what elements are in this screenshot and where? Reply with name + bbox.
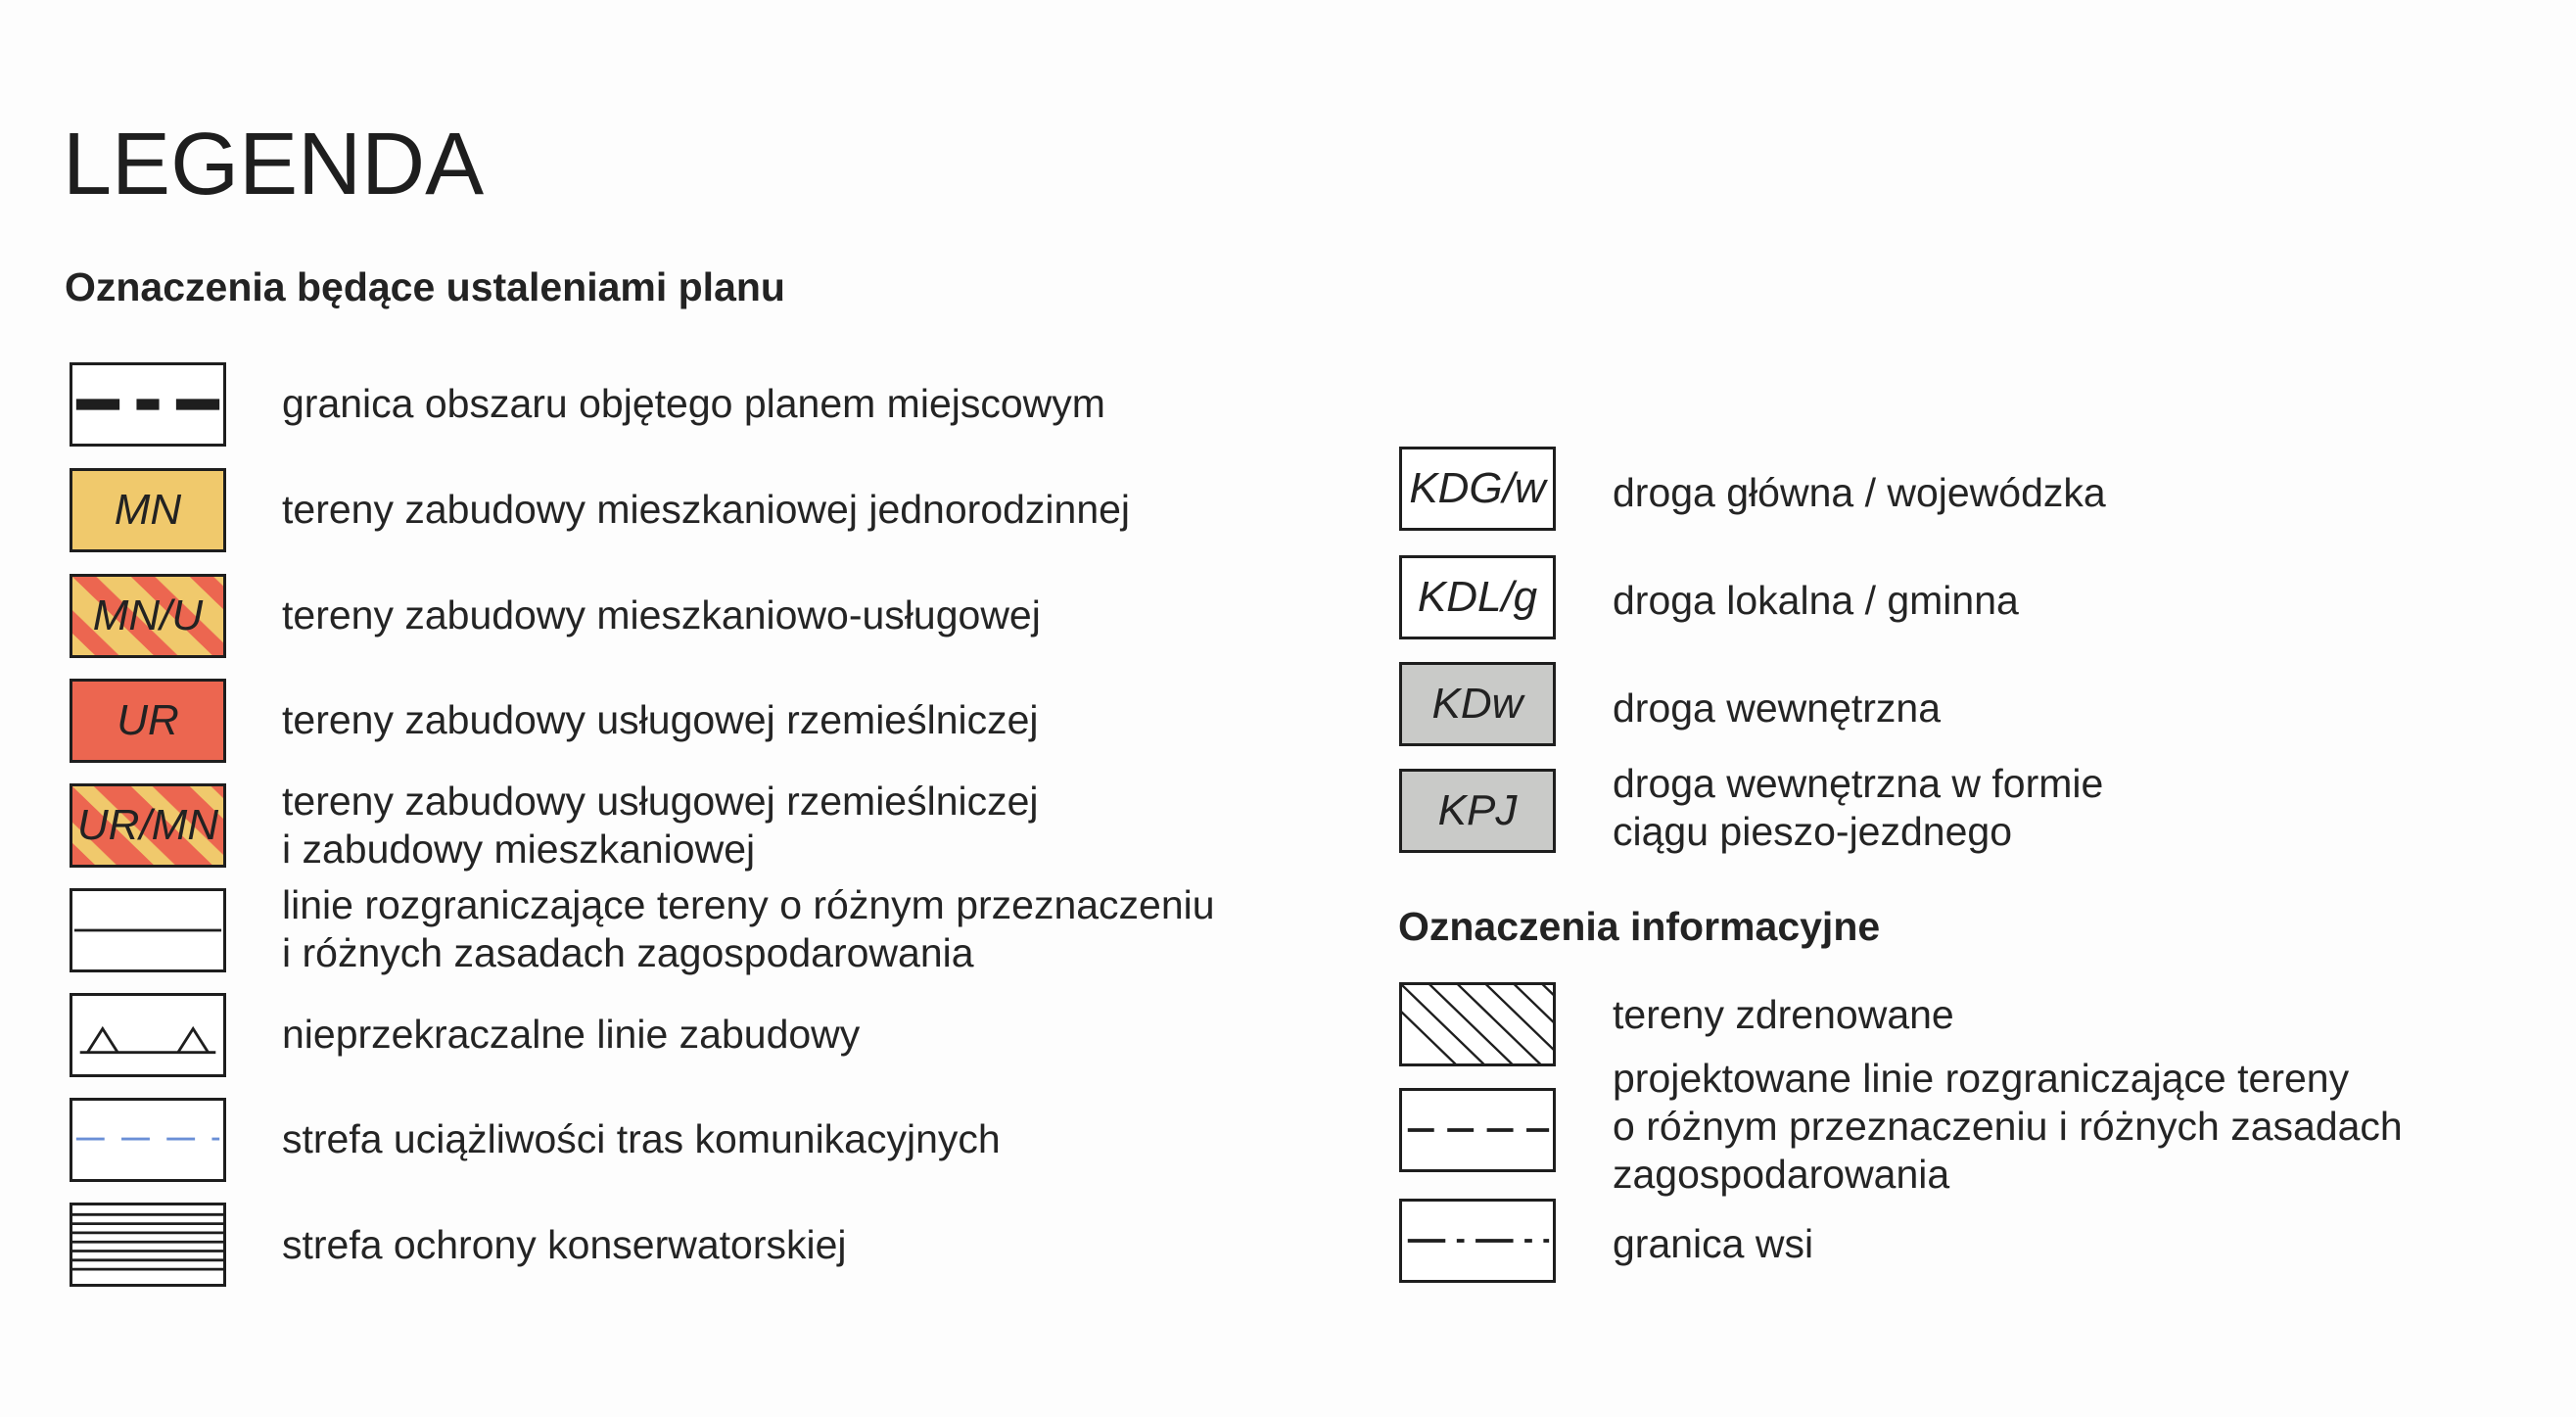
diagonal-hatch-icon xyxy=(1402,985,1553,1063)
code-mn: MN xyxy=(114,486,182,534)
label-building-lines: nieprzekraczalne linie zabudowy xyxy=(282,1012,861,1057)
symbol-mn-u xyxy=(70,574,226,658)
symbol-kdl-g xyxy=(1399,555,1556,639)
label-kdg-w: droga główna / wojewódzka xyxy=(1613,470,2106,515)
solid-line-icon xyxy=(72,891,223,969)
label-drained-areas: tereny zdrenowane xyxy=(1613,992,1954,1037)
label-traffic-zone: strefa uciążliwości tras komunikacyjnych xyxy=(282,1116,1001,1161)
symbol-drained-areas xyxy=(1399,982,1556,1066)
symbol-kpj xyxy=(1399,769,1556,853)
label-kpj: droga wewnętrzna w formie ciągu pieszo-jezdnego xyxy=(1613,761,2104,854)
thin-dashed-line-icon xyxy=(1402,1091,1553,1169)
label-village-boundary: granica wsi xyxy=(1613,1221,1814,1266)
label-boundary-lines: linie rozgraniczające tereny o różnym przeznaczeniu i różnych zasadach zagospodarowania xyxy=(282,882,1215,975)
symbol-mn xyxy=(70,468,226,552)
code-ur: UR xyxy=(117,696,179,744)
legend-title: LEGENDA xyxy=(63,116,485,213)
symbol-plan-boundary xyxy=(70,362,226,447)
label-conservation-zone: strefa ochrony konserwatorskiej xyxy=(282,1222,847,1267)
section-plan-heading: Oznaczenia będące ustaleniami planu xyxy=(65,264,785,309)
code-kpj: KPJ xyxy=(1437,786,1518,834)
label-kdw: droga wewnętrzna xyxy=(1613,685,1942,731)
label-plan-boundary: granica obszaru objętego planem miejscowym xyxy=(282,381,1105,426)
label-ur-mn: tereny zabudowy usługowej rzemieślniczej i zabudowy mieszkaniowej xyxy=(282,779,1039,872)
code-ur-mn: UR/MN xyxy=(76,801,219,849)
label-ur: tereny zabudowy usługowej rzemieślniczej xyxy=(282,697,1039,742)
symbol-kdg-w xyxy=(1399,447,1556,531)
code-kdg-w: KDG/w xyxy=(1409,464,1546,512)
symbol-ur xyxy=(70,679,226,763)
label-kdl-g: droga lokalna / gminna xyxy=(1613,578,2019,623)
symbol-traffic-zone xyxy=(70,1098,226,1182)
symbol-projected-lines xyxy=(1399,1088,1556,1172)
dash-dot-line-icon xyxy=(1402,1202,1553,1280)
blue-dashed-line-icon xyxy=(72,1101,223,1179)
symbol-village-boundary xyxy=(1399,1199,1556,1283)
code-kdw: KDw xyxy=(1431,680,1523,728)
code-mn-u: MN/U xyxy=(92,591,204,639)
symbol-kdw xyxy=(1399,662,1556,746)
section-info-heading: Oznaczenia informacyjne xyxy=(1398,904,1881,949)
triangle-line-icon xyxy=(72,996,223,1074)
code-kdl-g: KDL/g xyxy=(1417,573,1538,621)
label-mn: tereny zabudowy mieszkaniowej jednorodzinnej xyxy=(282,487,1131,532)
symbol-conservation-zone xyxy=(70,1203,226,1287)
symbol-building-lines xyxy=(70,993,226,1077)
symbol-boundary-lines xyxy=(70,888,226,972)
label-projected-lines: projektowane linie rozgraniczające tereny o różnym przeznaczeniu i różnych zasadach zagospodarowania xyxy=(1613,1056,2403,1197)
bold-dashed-line-icon xyxy=(72,365,223,444)
symbol-ur-mn xyxy=(70,783,226,868)
horizontal-hatch-icon xyxy=(72,1205,223,1284)
label-mn-u: tereny zabudowy mieszkaniowo-usługowej xyxy=(282,592,1041,638)
